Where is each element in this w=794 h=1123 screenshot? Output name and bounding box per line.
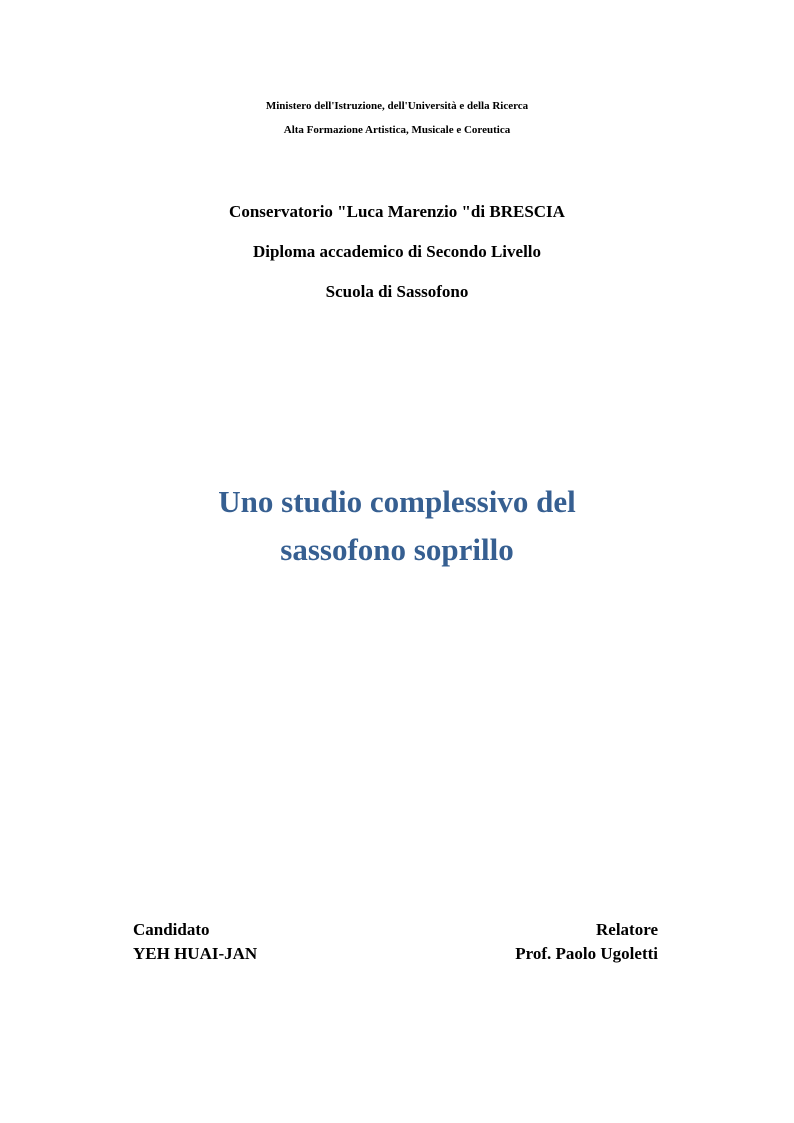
ministry-name: Ministero dell'Istruzione, dell'Università e della Ricerca [265,100,529,112]
candidate-label: Candidato [133,920,210,939]
afam-name: Alta Formazione Artistica, Musicale e Coreutica [283,124,511,136]
school-name: Scuola di Sassofono [325,282,469,301]
candidate-block [133,918,257,966]
supervisor-name: Prof. Paolo Ugoletti [515,944,658,963]
supervisor-block [515,918,658,966]
candidate-name: YEH HUAI-JAN [133,944,258,963]
degree-name: Diploma accademico di Secondo Livello [252,242,542,261]
thesis-title-line-2: sassofono soprillo [280,532,514,567]
conservatory-name: Conservatorio "Luca Marenzio "di BRESCIA [229,202,565,221]
supervisor-label: Relatore [596,920,658,939]
thesis-title-line-1: Uno studio complessivo del [218,484,576,519]
